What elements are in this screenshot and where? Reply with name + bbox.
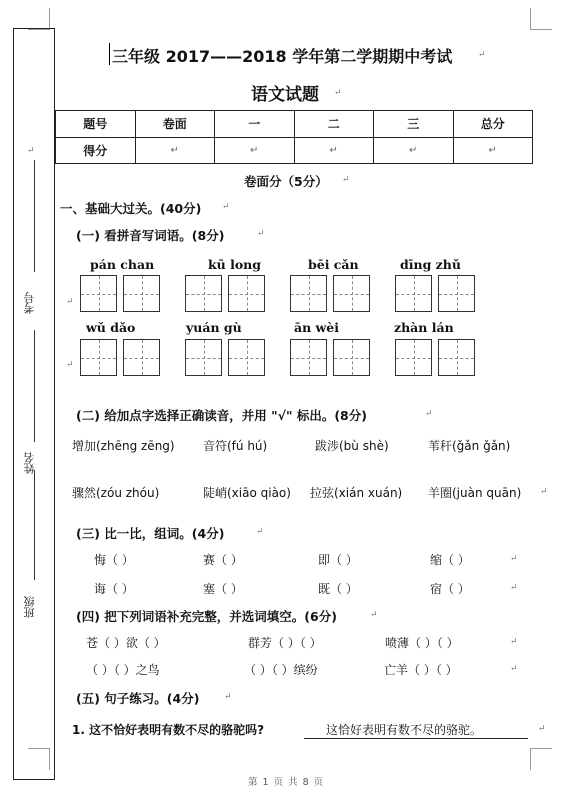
reading-choice[interactable]: 增加(zhēng zēng) [72,439,175,453]
score-header-cell: 二 [294,111,374,138]
writing-box[interactable] [438,275,475,312]
reading-choice[interactable]: 骤然(zóu zhóu) [72,486,160,500]
neatness-score: 卷面分（5分） [244,174,328,189]
binding-line-low [34,470,35,580]
paragraph-mark: ↵ [370,610,378,620]
pinyin-label: dīng zhǔ [400,257,461,272]
idiom-blank[interactable]: 亡羊（ ）（ ） [384,663,458,677]
paragraph-mark: ↵ [510,664,518,674]
paragraph-mark: ↵ [222,202,230,212]
writing-box[interactable] [438,339,475,376]
idiom-blank[interactable]: 喷薄（ ）（ ） [385,636,459,650]
writing-box[interactable] [290,339,327,376]
writing-box[interactable] [185,275,222,312]
q1-heading: (一) 看拼音写词语。(8分) [76,228,225,243]
score-cell[interactable]: ↵ [294,137,374,164]
word-blank[interactable]: 缩（ ） [430,553,470,567]
binding-line-mid [34,330,35,442]
name-label: 姓名 [23,452,36,474]
pinyin-label: yuán gù [186,320,242,335]
pinyin-label: bēi cǎn [308,257,359,272]
paragraph-mark: ↵ [510,554,518,564]
writing-box[interactable] [395,339,432,376]
binding-mark: ↵ [27,146,35,156]
score-header-cell: 题号 [56,111,136,138]
word-blank[interactable]: 即（ ） [318,553,358,567]
paragraph-mark: ↵ [224,692,232,702]
writing-box[interactable] [185,339,222,376]
sentence-question: 1. 这不恰好表明有数不尽的骆驼吗? [72,723,265,737]
paragraph-mark: ↵ [538,724,546,734]
crop-mark-br [530,748,552,770]
pinyin-label: pán chan [90,257,155,272]
writing-box[interactable] [228,275,265,312]
crop-mark-tr [530,8,552,30]
word-blank[interactable]: 塞（ ） [203,582,243,596]
sentence-answer[interactable]: 这恰好表明有数不尽的骆驼。 [304,721,528,739]
word-blank[interactable]: 宿（ ） [430,582,470,596]
paragraph-mark: ↵ [257,229,265,239]
crop-mark-tl [28,8,50,30]
score-table [55,110,533,164]
score-header-cell: 三 [374,111,454,138]
pinyin-label: kū long [208,257,262,272]
score-header-cell: 一 [215,111,295,138]
exam-subtitle: 语文试题 [251,85,319,105]
exam-number-label: 考号 [23,292,36,314]
title-cursor [109,43,110,65]
page-footer: 第 1 页 共 8 页 [248,777,325,788]
part1-heading: 一、基础大过关。(40分) [60,201,202,216]
word-blank[interactable]: 赛（ ） [203,553,243,567]
binding-line-top [34,160,35,272]
q5-heading: (五) 句子练习。(4分) [76,691,200,706]
word-blank[interactable]: 诲（ ） [94,582,134,596]
word-blank[interactable]: 既（ ） [318,582,358,596]
score-cell[interactable]: ↵ [453,137,533,164]
paragraph-mark: ↵ [256,527,264,537]
paragraph-mark: ↵ [540,487,548,497]
class-label: 班级 [23,596,36,618]
paragraph-mark: ↵ [66,297,74,307]
writing-box[interactable] [333,275,370,312]
idiom-blank[interactable]: （ ）（ ）缤纷 [244,663,318,677]
score-cell[interactable]: ↵ [135,137,215,164]
q2-heading: (二) 给加点字选择正确读音，并用 "√" 标出。(8分) [76,408,367,423]
score-header-cell: 卷面 [135,111,215,138]
writing-box[interactable] [123,339,160,376]
word-blank[interactable]: 悔（ ） [94,553,134,567]
writing-box[interactable] [333,339,370,376]
paragraph-mark: ↵ [425,409,433,419]
exam-title: 三年级 2017——2018 学年第二学期期中考试 [112,47,453,66]
idiom-blank[interactable]: （ ）（ ）之鸟 [86,663,160,677]
writing-box[interactable] [80,339,117,376]
reading-choice[interactable]: 跋涉(bù shè) [315,439,389,453]
reading-choice[interactable]: 羊圈(juàn quān) [428,486,522,500]
q4-heading: (四) 把下列词语补充完整，并选词填空。(6分) [76,609,337,624]
paragraph-mark: ↵ [510,637,518,647]
reading-choice[interactable]: 音符(fú hú) [203,439,268,453]
reading-choice[interactable]: 陡峭(xiāo qiào) [203,486,291,500]
paragraph-mark: ↵ [66,360,74,370]
paragraph-mark: ↵ [478,50,486,60]
paragraph-mark: ↵ [342,175,350,185]
paragraph-mark: ↵ [334,88,342,98]
writing-box[interactable] [395,275,432,312]
reading-choice[interactable]: 苇秆(ǧǎn ǧǎn) [428,439,511,453]
idiom-blank[interactable]: 群芳（ ）（ ） [248,636,322,650]
q3-heading: (三) 比一比，组词。(4分) [76,526,225,541]
pinyin-label: zhàn lán [394,320,454,335]
reading-choice[interactable]: 拉弦(xián xuán) [310,486,403,500]
pinyin-label: wǔ dǎo [86,320,136,335]
writing-box[interactable] [123,275,160,312]
score-cell[interactable]: ↵ [215,137,295,164]
paragraph-mark: ↵ [510,583,518,593]
writing-box[interactable] [80,275,117,312]
score-row-label: 得分 [56,137,136,164]
writing-box[interactable] [290,275,327,312]
score-header-cell: 总分 [453,111,533,138]
score-cell[interactable]: ↵ [374,137,454,164]
pinyin-label: ān wèi [294,320,340,335]
idiom-blank[interactable]: 苍（ ）欲（ ） [86,636,166,650]
writing-box[interactable] [228,339,265,376]
